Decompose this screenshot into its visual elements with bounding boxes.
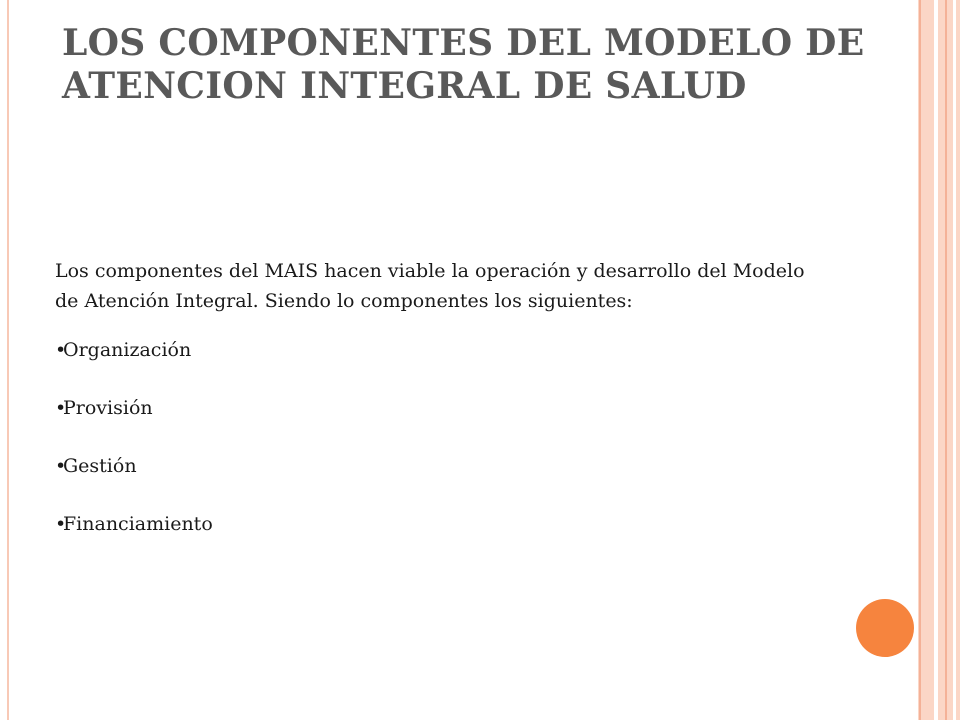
right-stripe [919, 0, 921, 720]
slide-title [62, 22, 882, 108]
bullet-icon: • [55, 397, 67, 419]
intro-paragraph [55, 256, 915, 316]
slide-title-line-2: ATENCION INTEGRAL DE SALUD [62, 65, 747, 107]
intro-line-2: de Atención Integral. Siendo lo componentes los siguientes: [55, 290, 633, 312]
right-stripe [945, 0, 947, 720]
list-item-label: Organización [63, 339, 192, 361]
component-list [55, 336, 915, 538]
left-border-line [7, 0, 9, 720]
list-item-label: Financiamiento [63, 513, 213, 535]
slide-body [55, 256, 915, 568]
bullet-icon: • [55, 339, 67, 361]
bullet-icon: • [55, 513, 67, 535]
intro-line-1: Los componentes del MAIS hacen viable la operación y desarrollo del Modelo [55, 260, 805, 282]
list-item-label: Provisión [63, 397, 153, 419]
right-stripe [953, 0, 956, 720]
orange-circle-decoration [856, 599, 914, 657]
list-item-label: Gestión [63, 455, 137, 477]
bullet-icon: • [55, 455, 67, 477]
list-item [55, 394, 915, 422]
list-item [55, 510, 915, 538]
right-stripe [934, 0, 938, 720]
slide-title-line-1: LOS COMPONENTES DEL MODELO DE [62, 22, 865, 64]
list-item [55, 336, 915, 364]
list-item [55, 452, 915, 480]
